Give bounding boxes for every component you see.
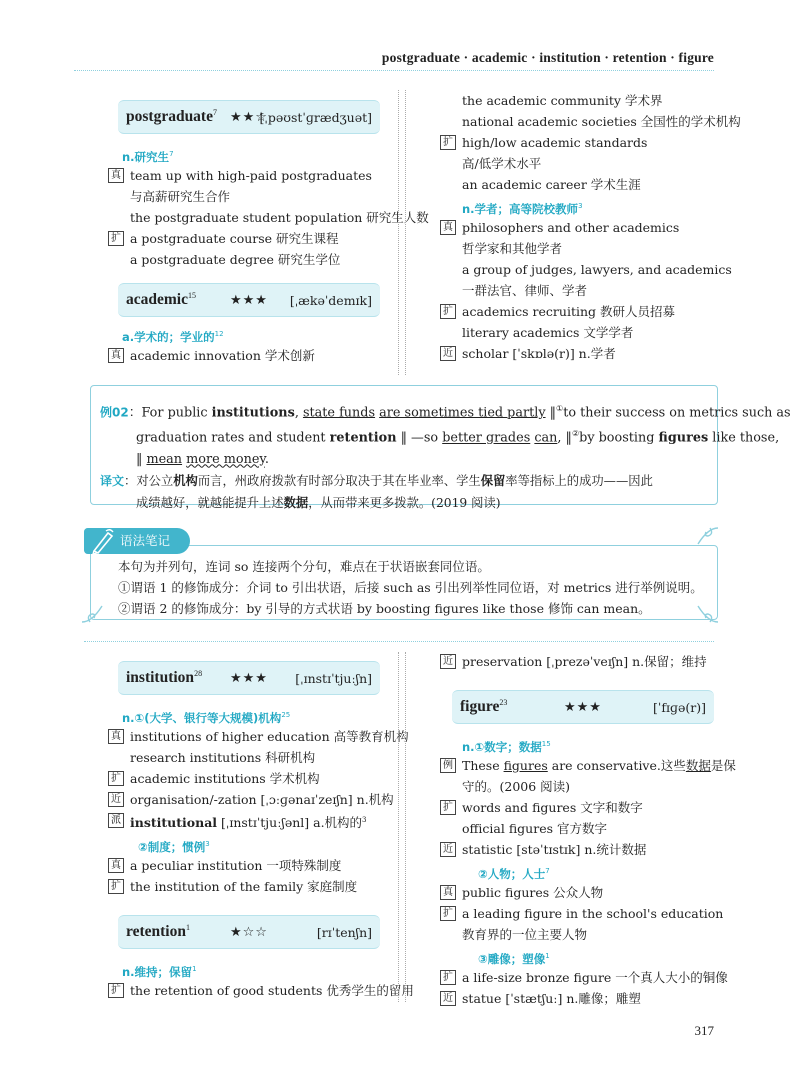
sense-label: n.①(大学、银行等大规模)机构$^{25}$ bbox=[122, 710, 291, 725]
ornament-icon bbox=[80, 602, 104, 626]
zhen-tag: 真 bbox=[108, 858, 124, 873]
institution-body: n.①(大学、银行等大规模)机构$^{25}$ 真 institutions of higher education 高等教育机构 research institutions 科研机构 扩 academic institutions 学术机构 近 organisation/-zation [ˌɔːɡənaɪˈzeɪʃn] n.机构 派 institutional [ˌɪnstɪˈtjuːʃənl] a.机构的$^3$ ②制度；惯例$^3$ 真 a peculiar institution 一项特殊制度 扩 the institution of the family 家庭制度 bbox=[108, 704, 398, 897]
entry-retention bbox=[118, 915, 380, 949]
phonetic: [rɪˈtenʃn] bbox=[316, 924, 372, 940]
star-rating: ★★★ bbox=[230, 670, 268, 686]
example-line: team up with high-paid postgraduates bbox=[130, 168, 372, 183]
zhen-tag: 真 bbox=[440, 885, 456, 900]
phonetic: [ˌækəˈdemɪk] bbox=[289, 292, 372, 308]
example-line: preservation [ˌprezəˈveɪʃn] n.保留；维持 bbox=[462, 654, 707, 669]
entry-academic bbox=[118, 283, 380, 317]
kuo-tag: 扩 bbox=[108, 771, 124, 786]
example-line: scholar [ˈskɒlə(r)] n.学者 bbox=[462, 346, 616, 361]
sense-label: n.①数字；数据$^{15}$ bbox=[462, 739, 551, 754]
example-line: official figures 官方数字 bbox=[462, 821, 607, 836]
retention-body bbox=[108, 958, 414, 1001]
example-label: 例02 bbox=[100, 405, 129, 420]
jin-tag: 近 bbox=[440, 991, 456, 1006]
example-line: the institution of the family 家庭制度 bbox=[130, 879, 358, 895]
note-line: ②谓语 2 的修饰成分：by 引导的方式状语 by boosting figures like those 修饰 can mean。 bbox=[118, 601, 651, 616]
entry-figure bbox=[452, 690, 714, 724]
grammar-note-title: 语法笔记 bbox=[120, 533, 171, 548]
headword: retention$^1$ bbox=[126, 922, 190, 941]
kuo-tag: 扩 bbox=[108, 879, 124, 894]
example-line: a group of judges, lawyers, and academics bbox=[462, 262, 732, 277]
ornament-icon bbox=[696, 602, 720, 626]
example-line: a peculiar institution 一项特殊制度 bbox=[130, 858, 342, 874]
grammar-note-text bbox=[118, 556, 703, 619]
kuo-tag: 扩 bbox=[440, 800, 456, 815]
example-sentence: 例02：For public institutions, state funds are sometimes tied partly ‖①to their success on metrics such as graduation rates and student retention ‖ —so better grades can, ‖②by boosting figures like those, ‖ mean more money. 译文：对公立机构而言，州政府拨款有时部分取决于其在毕业率、学生保留率等指标上的成功——因此 成绩越好，就越能提升上述数据，从而带来更多拨款。(2019 阅读) bbox=[100, 404, 791, 510]
star-rating: ★★★ bbox=[564, 699, 602, 715]
example-line: 哲学家和其他学者 bbox=[462, 241, 563, 256]
jin-tag: 近 bbox=[440, 346, 456, 361]
kuo-tag: 扩 bbox=[440, 304, 456, 319]
example-line: a life-size bronze figure 一个真人大小的铜像 bbox=[462, 970, 728, 985]
example-line: research institutions 科研机构 bbox=[130, 750, 316, 765]
sense-label: ②人物；人士$^7$ bbox=[478, 866, 550, 881]
example-line: the academic community 学术界 bbox=[462, 93, 663, 108]
example-line: a leading figure in the school's education bbox=[462, 906, 724, 921]
example-line: academic innovation 学术创新 bbox=[130, 348, 315, 363]
phonetic: [ˌɪnstɪˈtjuːʃn] bbox=[295, 670, 372, 686]
example-line: a postgraduate course 研究生课程 bbox=[130, 231, 339, 246]
institution-body-right bbox=[440, 651, 730, 672]
column-divider bbox=[398, 90, 406, 375]
running-header: postgraduate · academic · institution · retention · figure bbox=[381, 50, 714, 65]
kuo-tag: 扩 bbox=[108, 231, 124, 246]
example-line: the postgraduate student population 研究生人数 bbox=[130, 210, 429, 225]
phonetic: [ˈfɪɡə(r)] bbox=[653, 699, 706, 715]
star-rating: ★☆☆ bbox=[230, 924, 268, 940]
academic-body-right bbox=[440, 90, 741, 364]
example-line: philosophers and other academics bbox=[462, 220, 680, 235]
kuo-tag: 扩 bbox=[440, 970, 456, 985]
star-rating: ★★★ bbox=[230, 292, 268, 308]
sense-label: n.研究生$^7$ bbox=[122, 149, 174, 164]
zhen-tag: 真 bbox=[440, 220, 456, 235]
example-line: statistic [stəˈtɪstɪk] n.统计数据 bbox=[462, 842, 647, 857]
sense-label: n.学者；高等院校教师$^3$ bbox=[462, 201, 583, 216]
example-line: national academic societies 全国性的学术机构 bbox=[462, 114, 741, 129]
postgraduate-body bbox=[108, 143, 429, 270]
entry-postgraduate bbox=[118, 100, 380, 134]
note-line: 本句为并列句，连词 so 连接两个分句，难点在于状语嵌套同位语。 bbox=[118, 559, 490, 574]
section-divider bbox=[84, 641, 714, 642]
example-line: high/low academic standards bbox=[462, 135, 648, 150]
jin-tag: 近 bbox=[440, 842, 456, 857]
zhen-tag: 真 bbox=[108, 168, 124, 183]
jin-tag: 近 bbox=[440, 654, 456, 669]
example-line: 一群法官、律师、学者 bbox=[462, 283, 588, 298]
kuo-tag: 扩 bbox=[108, 983, 124, 998]
headword: postgraduate$^7$ bbox=[126, 107, 217, 126]
star-rating: ★★☆ bbox=[230, 109, 268, 125]
ornament-icon bbox=[696, 524, 720, 548]
sense-label: ②制度；惯例$^3$ bbox=[138, 839, 210, 854]
derived-word: institutional bbox=[130, 815, 218, 831]
pen-icon bbox=[90, 527, 116, 555]
example-line: the retention of good students 优秀学生的留用 bbox=[130, 983, 414, 998]
headword: institution$^{28}$ bbox=[126, 668, 203, 687]
example-line: institutions of higher education 高等教育机构 bbox=[130, 729, 409, 744]
example-line: public figures 公众人物 bbox=[462, 885, 604, 900]
phonetic: [ˌpəʊstˈɡrædʒuət] bbox=[259, 109, 372, 125]
example-line: literary academics 文学学者 bbox=[462, 325, 634, 340]
page-number: 317 bbox=[694, 1023, 714, 1038]
example-line: organisation/-zation [ˌɔːɡənaɪˈzeɪʃn] n.机构 bbox=[130, 792, 394, 807]
li-tag: 例 bbox=[440, 758, 456, 773]
sense-label: n.维持；保留$^1$ bbox=[122, 964, 197, 979]
example-line: 高/低学术水平 bbox=[462, 156, 542, 171]
sense-label: a.学术的；学业的$^{12}$ bbox=[122, 329, 224, 344]
example-line: 与高薪研究生合作 bbox=[130, 189, 231, 204]
example-line: an academic career 学术生涯 bbox=[462, 177, 641, 192]
academic-body-left bbox=[108, 323, 398, 366]
example-line: a postgraduate degree 研究生学位 bbox=[130, 252, 341, 267]
example-line: 教育界的一位主要人物 bbox=[462, 927, 588, 942]
kuo-tag: 扩 bbox=[440, 906, 456, 921]
entry-institution bbox=[118, 661, 380, 695]
sense-label: ③雕像；塑像$^1$ bbox=[478, 951, 550, 966]
headword: figure$^{23}$ bbox=[460, 697, 508, 716]
headword: academic$^{15}$ bbox=[126, 290, 196, 309]
example-line: words and figures 文字和数字 bbox=[462, 800, 643, 815]
example-line: academic institutions 学术机构 bbox=[130, 771, 320, 786]
figure-body: n.①数字；数据$^{15}$ 例 These figures are conservative.这些数据是保 守的。(2006 阅读) 扩 words and figures 文字和数字 official figures 官方数字 近 statistic [stəˈtɪstɪk] n.统计数据 ②人物；人士$^7$ 真 public figures 公众人物 扩 a leading figure in the school's education 教育界的一位主要人物 ③雕像；塑像$^1$ 扩 a life-size bronze figure 一个真人大小的铜像 近 statue [ˈstætʃuː] n.雕像；雕塑 bbox=[440, 733, 740, 1009]
zhen-tag: 真 bbox=[108, 348, 124, 363]
example-line: 守的。(2006 阅读) bbox=[462, 779, 571, 794]
column-divider bbox=[398, 652, 406, 1002]
translation-label: 译文 bbox=[100, 473, 125, 488]
header-divider bbox=[74, 70, 714, 71]
example-line: academics recruiting 教研人员招募 bbox=[462, 304, 675, 319]
note-line: ①谓语 1 的修饰成分：介词 to 引出状语，后接 such as 引出列举性同位语，对 metrics 进行举例说明。 bbox=[118, 580, 703, 595]
pai-tag: 派 bbox=[108, 813, 124, 828]
example-line: statue [ˈstætʃuː] n.雕像；雕塑 bbox=[462, 991, 641, 1006]
zhen-tag: 真 bbox=[108, 729, 124, 744]
kuo-tag: 扩 bbox=[440, 135, 456, 150]
jin-tag: 近 bbox=[108, 792, 124, 807]
